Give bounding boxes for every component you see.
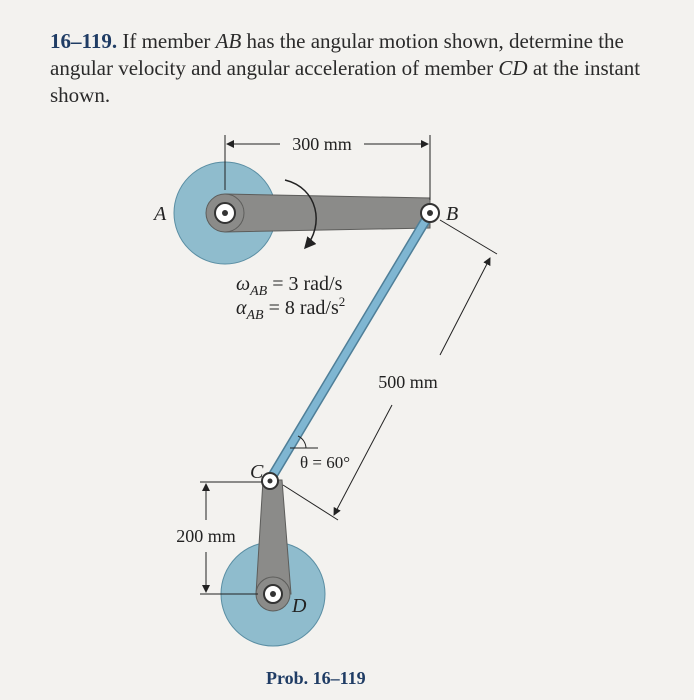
omega-subscript: AB	[250, 284, 268, 299]
point-d-label: D	[292, 595, 307, 617]
theta-label: θ = 60°	[300, 453, 351, 472]
member-ab-label: AB	[215, 29, 242, 53]
point-c-label: C	[250, 461, 264, 483]
omega-ab-line	[236, 273, 343, 299]
omega-symbol: ω	[236, 273, 251, 295]
dim-bc-arrow-top	[440, 258, 490, 355]
pin-c-center	[268, 479, 273, 484]
alpha-subscript: AB	[246, 308, 264, 323]
problem-number: 16–119.	[50, 29, 118, 53]
figure-caption: Prob. 16–119	[266, 668, 366, 688]
member-cd-label: CD	[498, 56, 528, 80]
dim-bc-ext-b	[440, 220, 497, 254]
pin-b-center	[427, 210, 433, 216]
alpha-exponent: 2	[338, 294, 346, 309]
alpha-symbol: α	[236, 297, 247, 319]
dim-cd-label: 200 mm	[176, 526, 236, 546]
point-a-label: A	[154, 203, 167, 225]
dim-bc-ext-c	[283, 485, 338, 520]
problem-text-2: has the angular motion shown, determine the angular velocity and angular acceleration of member	[50, 29, 624, 80]
alpha-value: = 8 rad/s	[263, 297, 339, 319]
link-ab	[225, 194, 430, 232]
problem-text-1: If member	[122, 29, 216, 53]
dim-ab-label: 300 mm	[292, 134, 352, 154]
problem-text-3: at the instant shown.	[50, 56, 641, 107]
pin-d-center	[270, 591, 276, 597]
dim-bc-label: 500 mm	[378, 372, 438, 392]
point-b-label: B	[446, 203, 459, 225]
omega-value: = 3 rad/s	[267, 273, 343, 295]
pin-a-center	[222, 210, 228, 216]
rod-bc	[270, 213, 430, 480]
